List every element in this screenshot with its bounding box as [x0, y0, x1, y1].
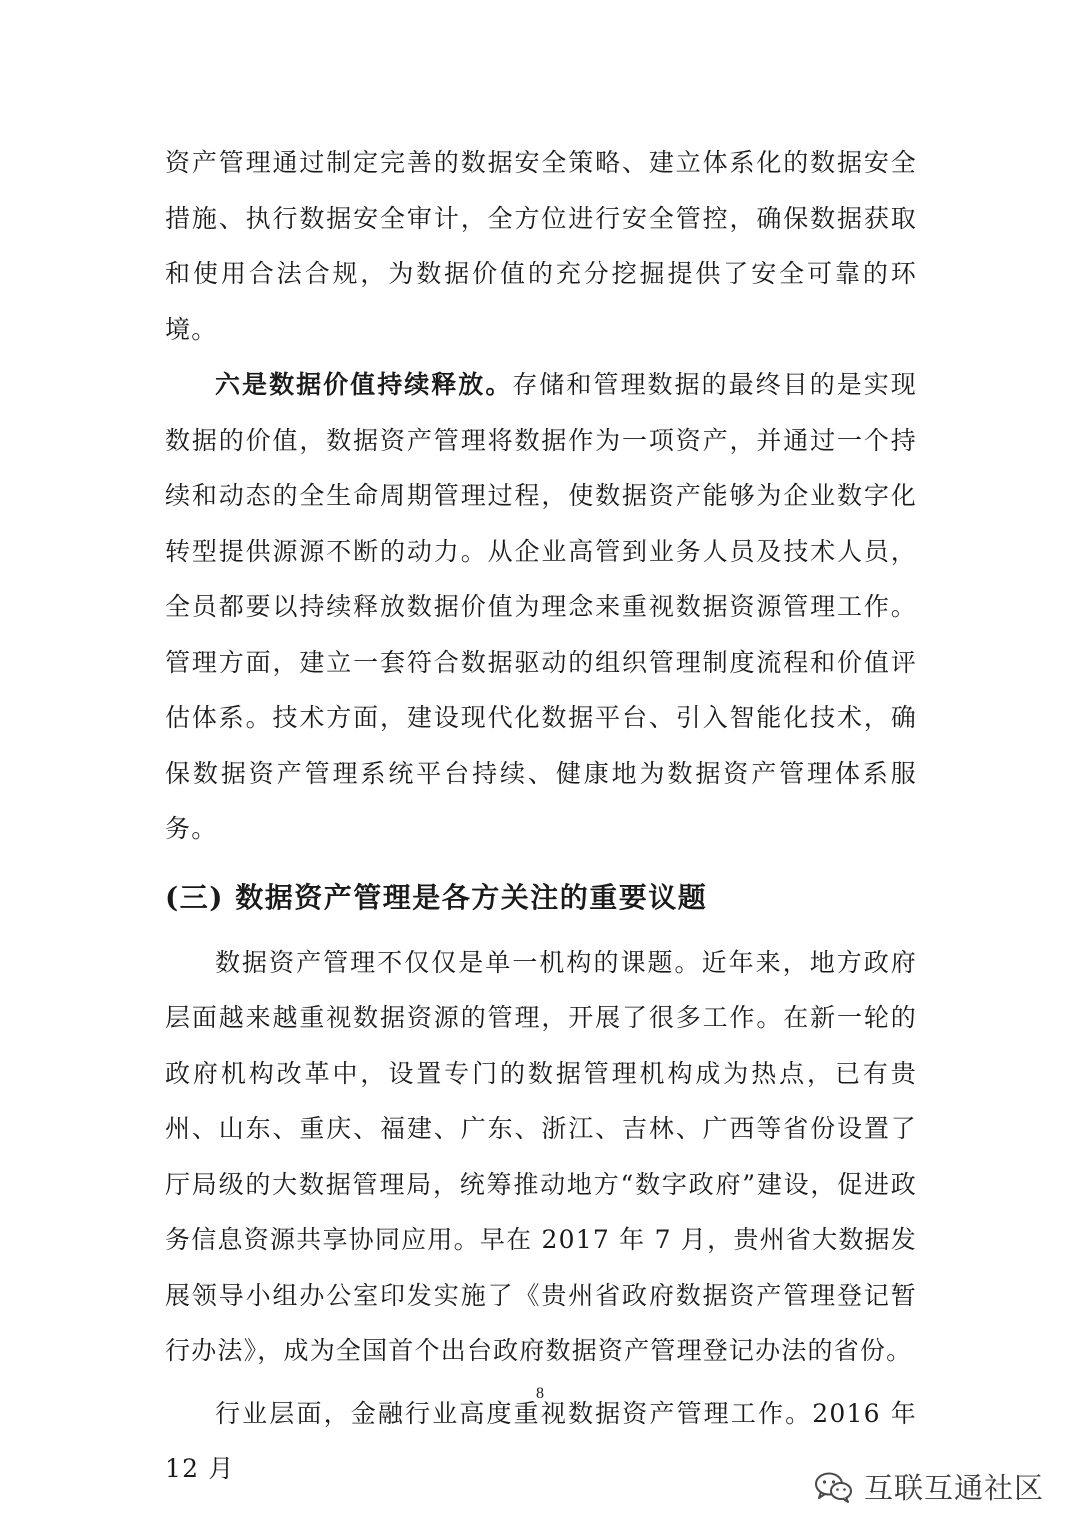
watermark — [814, 1466, 1044, 1507]
paragraph-security: 资产管理通过制定完善的数据安全策略、建立体系化的数据安全措施、执行数据安全审计，全方位进行安全管控，确保数据获取和使用合法合规，为数据价值的充分挖掘提供了安全可靠的环境。 — [165, 148, 917, 344]
section-heading: (三) 数据资产管理是各方关注的重要议题 — [165, 880, 708, 914]
watermark-text: 互联互通社区 — [863, 1471, 1044, 1505]
page-number: 8 — [536, 1385, 544, 1402]
document-body — [165, 135, 917, 1497]
paragraph-government: 数据资产管理不仅仅是单一机构的课题。近年来，地方政府层面越来越重视数据资源的管理，开展了很多工作。在新一轮的政府机构改革中，设置专门的数据管理机构成为热点，已有贵州、山东、重庆、福建、广东、浙江、吉林、广西等省份设置了厅局级的大数据管理局，统筹推动地方“数字政府”建设，促进政务信息资源共享协同应用。早在 2017 年 7 月，贵州省大数据发展领导小组办公室印发实施了《贵州省政府数据资产管理登记暂行办法》，成为全国首个出台政府数据资产管理登记办法的省份。 — [165, 947, 917, 1365]
paragraph-industry: 行业层面，金融行业高度重视数据资产管理工作。2016 年 12 月 — [165, 1398, 917, 1483]
wechat-icon — [814, 1470, 854, 1504]
paragraph-body: 存储和管理数据的最终目的是实现数据的价值，数据资产管理将数据作为一项资产，并通过一个持续和动态的全生命周期管理过程，使数据资产能够为企业数字化转型提供源源不断的动力。从企业高管到业务人员及技术人员，全员都要以持续释放数据价值为理念来重视数据资源管理工作。管理方面，建立一套符合数据驱动的组织管理制度流程和价值评估体系。技术方面，建设现代化数据平台、引入智能化技术，确保数据资产管理系统平台持续、健康地为数据资产管理体系服务。 — [165, 370, 917, 843]
paragraph-lead: 六是数据价值持续释放。 — [215, 370, 513, 399]
paragraph-value-release — [165, 357, 917, 857]
